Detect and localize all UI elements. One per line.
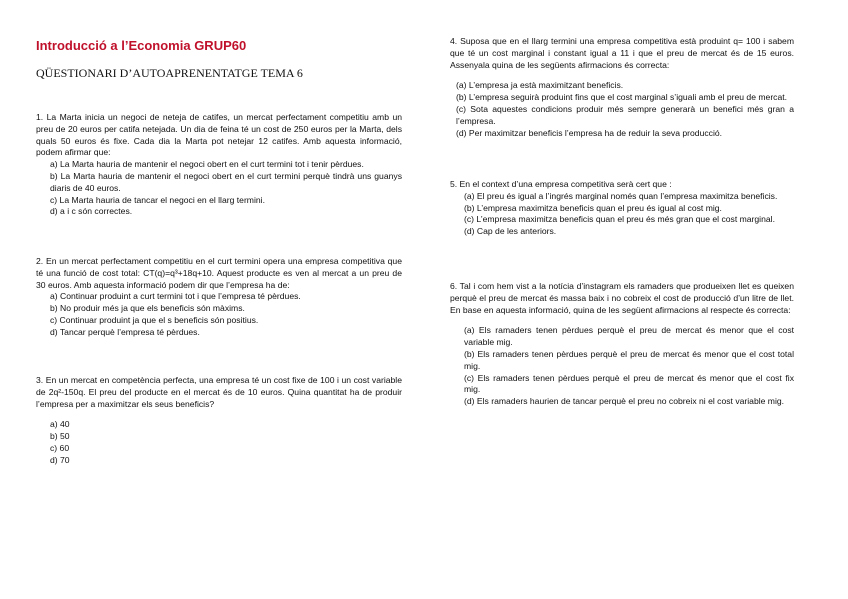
- question-6-option-a: (a) Els ramaders tenen pèrdues perquè el preu de mercat és menor que el cost variable mig.: [464, 325, 794, 348]
- question-1-stem: 1. La Marta inicia un negoci de neteja de catifes, un mercat perfectament competitiu amb un preu de 20 euros per catifa netejada. Un dia de feina té un cost de 250 euros per la Marta, dels quals 50 euros és fixe. Cada dia la Marta pot netejar 12 catifes. Amb aquesta informació, podem afirmar que:: [36, 112, 402, 158]
- question-3: [36, 375, 402, 467]
- question-2-option-a: a) Continuar produint a curt termini tot i que l’empresa té pèrdues.: [50, 291, 301, 302]
- question-4: [450, 36, 794, 139]
- question-6-option-d: (d) Els ramaders haurien de tancar perquè el preu no cobreix ni el cost variable mig.: [464, 396, 785, 407]
- document-subtitle: QÜESTIONARI D’AUTOAPRENENTATGE TEMA 6: [36, 66, 303, 80]
- question-4-option-a: (a) L’empresa ja està maximitzant beneficis.: [456, 80, 624, 91]
- question-3-option-d: d) 70: [50, 454, 70, 465]
- question-2-option-b: b) No produir més ja que els beneficis són màxims.: [50, 303, 245, 314]
- question-5-option-d: (d) Cap de les anteriors.: [464, 226, 557, 237]
- question-3-option-b: b) 50: [50, 431, 70, 442]
- question-5-option-c: (c) L’empresa maximitza beneficis quan el preu és més gran que el cost marginal.: [464, 214, 775, 225]
- question-3-stem: 3. En un mercat en competència perfecta, una empresa té un cost fixe de 100 i un cost variable de 2q²-150q. El preu del producte en el mercat és de 10 euros. Quina quantitat ha de produir l’empresa per a maximitzar els seus beneficis?: [36, 375, 402, 409]
- question-5: [450, 179, 794, 238]
- question-2-stem: 2. En un mercat perfectament competitiu en el curt termini opera una empresa competitiva que té una funció de cost total: CT(q)=q³+18q+10. Aquest producte es ven al mercat a un preu de 30 euros. Amb aquesta informació podem dir que l’empresa ha de:: [36, 256, 402, 290]
- question-6: [450, 281, 794, 408]
- question-1-option-d: d) a i c són correctes.: [50, 206, 133, 217]
- question-2: [36, 256, 402, 339]
- question-5-option-a: (a) El preu és igual a l’ingrés marginal només quan l’empresa maximitza beneficis.: [464, 190, 778, 201]
- question-4-option-b: (b) L’empresa seguirà produint fins que el cost marginal s’iguali amb el preu de mercat.: [456, 92, 788, 103]
- question-4-option-c: (c) Sota aquestes condicions produir més sempre generarà un benefici més gran a l’empresa.: [456, 103, 794, 126]
- question-3-option-a: a) 40: [50, 419, 70, 430]
- document-title: Introducció a l’Economia GRUP60: [36, 38, 247, 53]
- question-5-stem: 5. En el context d’una empresa competitiva serà cert que :: [450, 179, 672, 189]
- question-1-option-a: a) La Marta hauria de mantenir el negoci obert en el curt termini tot i tenir pèrdues.: [50, 159, 364, 170]
- question-2-option-c: c) Continuar produint ja que el s beneficis són positius.: [50, 314, 259, 325]
- question-4-option-d: (d) Per maximitzar beneficis l’empresa ha de reduir la seva producció.: [456, 127, 723, 138]
- question-1-option-c: c) La Marta hauria de tancar el negoci en el llarg termini.: [50, 194, 265, 205]
- question-6-option-b: (b) Els ramaders tenen pèrdues perquè el preu de mercat és menor que el cost total mig.: [464, 348, 794, 371]
- question-4-stem: 4. Suposa que en el llarg termini una empresa competitiva està produint q= 100 i sabem que té un cost marginal i constant igual a 11 i que el preu de mercat és de 15 euros. Assenyala quina de les següents afirmacions és correcta:: [450, 36, 794, 70]
- question-1: [36, 112, 402, 218]
- question-2-option-d: d) Tancar perquè l’empresa té pèrdues.: [50, 326, 200, 337]
- question-1-option-b: b) La Marta hauria de mantenir el negoci obert en el curt termini perquè tindrà uns guanys diaris de 40 euros.: [50, 170, 402, 193]
- question-5-option-b: (b) L’empresa maximitza beneficis quan el preu és igual al cost mig.: [464, 202, 722, 213]
- question-6-option-c: (c) Els ramaders tenen pèrdues perquè el preu de mercat és menor que el cost fix mig.: [464, 372, 794, 395]
- question-6-stem: 6. Tal i com hem vist a la notícia d’instagram els ramaders que produeixen llet es queixen perquè el preu de mercat és massa baix i no cobreix el cost de producció d’un litre de llet. En base en aquesta informació, quina de les següent afirmacions al respecte és correcta:: [450, 281, 794, 315]
- question-3-option-c: c) 60: [50, 442, 70, 453]
